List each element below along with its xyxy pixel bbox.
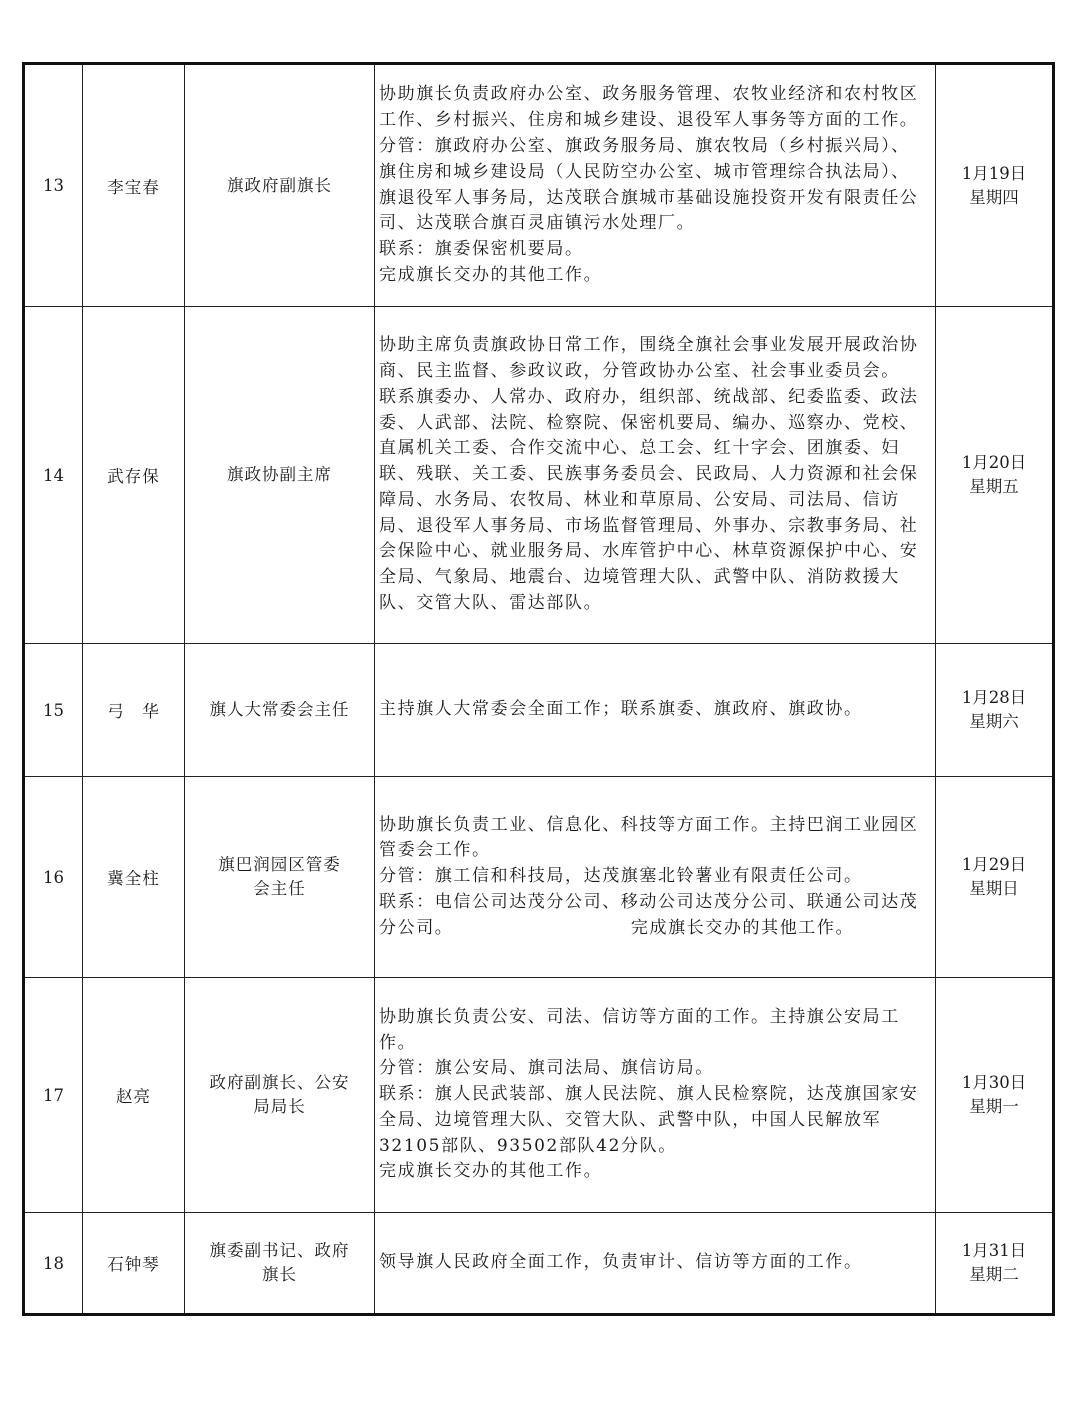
duties-cell bbox=[375, 777, 936, 978]
duties-cell bbox=[375, 307, 936, 644]
duties-cell bbox=[375, 978, 936, 1213]
duties-text: 协助旗长负责公安、司法、信访等方面的工作。主持旗公安局工作。 分管：旗公安局、旗司法局、旗信访局。 联系：旗人民武装部、旗人民法院、旗人民检察院，达茂旗国家安全局、边境管理大队、交管大队、武警中队，中国人民解放军32105部队、93502部队42分队。 完成旗长交办的其他工作。 bbox=[379, 1006, 919, 1182]
table-row bbox=[24, 978, 1054, 1213]
person-name: 赵亮 bbox=[83, 978, 185, 1213]
weekday: 星期五 bbox=[969, 477, 1019, 496]
row-number: 14 bbox=[24, 307, 83, 644]
table-row bbox=[24, 1213, 1054, 1315]
duties-text: 协助主席负责旗政协日常工作，围绕全旗社会事业发展开展政治协商、民主监督、参政议政，分管政协办公室、社会事业委员会。 联系旗委办、人常办、政府办，组织部、统战部、纪委监委、政法委、人武部、法院、检察院、保密机要局、编办、巡察办、党校、直属机关工委、合作交流中心、总工会、红十字会、团旗委、妇联、残联、关工委、民族事务委员会、民政局、人力资源和社会保障局、水务局、农牧局、林业和草原局、公安局、司法局、信访局、退役军人事务局、市场监督管理局、外事办、宗教事务局、社会保险中心、就业服务局、水库管护中心、林草资源保护中心、安全局、气象局、地震台、边境管理大队、武警中队、消防救援大队、交管大队、雷达部队。 bbox=[379, 335, 919, 614]
date: 1月30日 bbox=[961, 1073, 1027, 1092]
weekday: 星期二 bbox=[969, 1265, 1019, 1284]
date-cell bbox=[936, 1213, 1054, 1315]
person-name: 弓 华 bbox=[83, 644, 185, 777]
table-row bbox=[24, 644, 1054, 777]
table-row bbox=[24, 307, 1054, 644]
row-number: 15 bbox=[24, 644, 83, 777]
duties-cell bbox=[375, 64, 936, 307]
date: 1月19日 bbox=[961, 163, 1027, 183]
date-cell bbox=[936, 307, 1054, 644]
date-cell bbox=[936, 644, 1054, 777]
person-name: 武存保 bbox=[83, 307, 185, 644]
date: 1月28日 bbox=[961, 688, 1027, 707]
date: 1月31日 bbox=[961, 1241, 1027, 1260]
date: 1月20日 bbox=[961, 453, 1027, 472]
table-row bbox=[24, 64, 1054, 307]
date-cell bbox=[936, 777, 1054, 978]
row-number: 16 bbox=[24, 777, 83, 978]
row-number: 18 bbox=[24, 1213, 83, 1315]
duties-text: 主持旗人大常委会全面工作；联系旗委、旗政府、旗政协。 bbox=[379, 699, 863, 720]
date-cell bbox=[936, 978, 1054, 1213]
position-title: 政府副旗长、公安局局长 bbox=[185, 978, 375, 1213]
duties-cell bbox=[375, 1213, 936, 1315]
date: 1月29日 bbox=[961, 855, 1027, 874]
position-title: 旗人大常委会主任 bbox=[185, 644, 375, 777]
row-number: 17 bbox=[24, 978, 83, 1213]
duty-roster-table bbox=[22, 62, 1055, 1316]
duties-text: 领导旗人民政府全面工作，负责审计、信访等方面的工作。 bbox=[379, 1252, 863, 1273]
weekday: 星期一 bbox=[969, 1097, 1019, 1116]
weekday: 星期六 bbox=[969, 712, 1019, 731]
weekday: 星期日 bbox=[969, 879, 1019, 898]
person-name: 冀全柱 bbox=[83, 777, 185, 978]
position-title: 旗委副书记、政府旗长 bbox=[185, 1213, 375, 1315]
row-number: 13 bbox=[24, 64, 83, 307]
duties-cell bbox=[375, 644, 936, 777]
position-title: 旗政协副主席 bbox=[185, 307, 375, 644]
table-row bbox=[24, 777, 1054, 978]
person-name: 石钟琴 bbox=[83, 1213, 185, 1315]
duties-text: 协助旗长负责政府办公室、政务服务管理、农牧业经济和农村牧区工作、乡村振兴、住房和城乡建设、退役军人事务等方面的工作。 分管：旗政府办公室、旗政务服务局、旗农牧局（乡村振兴局）、旗住房和城乡建设局（人民防空办公室、城市管理综合执法局）、旗退役军人事务局，达茂联合旗城市基础设施投资开发有限责任公司、达茂联合旗百灵庙镇污水处理厂。 联系：旗委保密机要局。 完成旗长交办的其他工作。 bbox=[379, 84, 919, 285]
weekday: 星期四 bbox=[969, 187, 1019, 207]
date-cell bbox=[936, 64, 1054, 307]
position-title: 旗巴润园区管委会主任 bbox=[185, 777, 375, 978]
duties-text: 协助旗长负责工业、信息化、科技等方面工作。主持巴润工业园区管委会工作。 分管：旗工信和科技局，达茂旗塞北铃薯业有限责任公司。 联系：电信公司达茂分公司、移动公司达茂分公司、联通公司达茂分公司。 完成旗长交办的其他工作。 bbox=[379, 814, 919, 938]
person-name: 李宝春 bbox=[83, 64, 185, 307]
position-title: 旗政府副旗长 bbox=[185, 64, 375, 307]
